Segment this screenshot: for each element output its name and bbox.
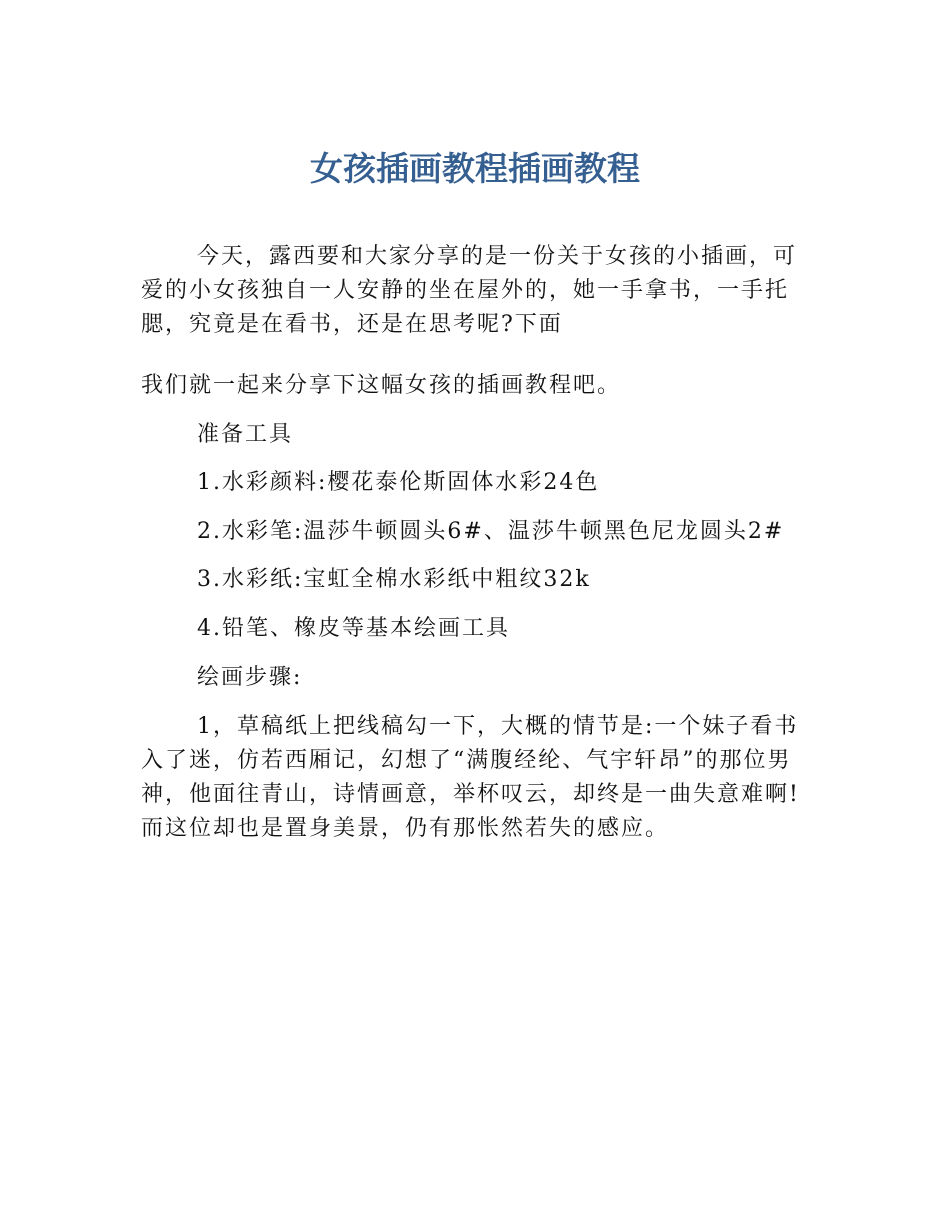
document-title: 女孩插画教程插画教程 <box>310 149 640 188</box>
tool-item-4: 4.铅笔、橡皮等基本绘画工具 <box>197 616 510 641</box>
intro-paragraph: 今天，露西要和大家分享的是一份关于女孩的小插画，可爱的小女孩独自一人安静的坐在屋外的，她一手拿书，一手托腮，究竟是在看书，还是在思考呢?下面 <box>141 244 798 337</box>
tool-item-2: 2.水彩笔:温莎牛顿圆头6#、温莎牛顿黑色尼龙圆头2# <box>197 519 785 544</box>
steps-heading: 绘画步骤: <box>197 665 303 690</box>
step-1-paragraph: 1，草稿纸上把线稿勾一下，大概的情节是:一个妹子看书入了迷，仿若西厢记，幻想了“满腹经纶、气宇轩昂”的那位男神，他面往青山，诗情画意，举杯叹云，却终是一曲失意难啊!而这位却也是置身美景，仍有那怅然若失的感应。 <box>141 714 800 841</box>
tool-item-1: 1.水彩颜料:樱花泰伦斯固体水彩24色 <box>197 470 600 495</box>
tool-item-3: 3.水彩纸:宝虹全棉水彩纸中粗纹32k <box>197 567 591 592</box>
intro-continuation: 我们就一起来分享下这幅女孩的插画教程吧。 <box>141 373 622 398</box>
tools-heading: 准备工具 <box>197 422 294 447</box>
